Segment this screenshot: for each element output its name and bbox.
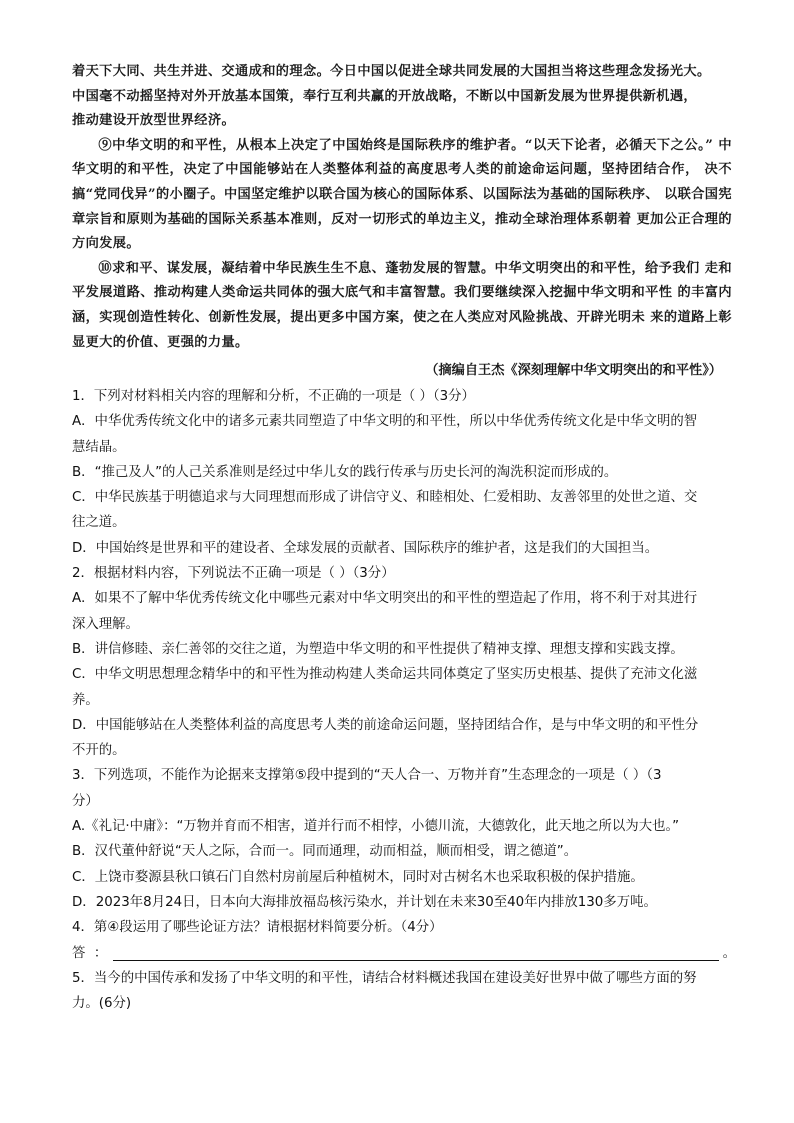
question-2-option-a: [72, 586, 736, 637]
stem-text: 分）: [72, 793, 99, 809]
question-3-option-b: B．汉代董仲舒说“天人之际，合而一。同而通理，动而相益，顺而相受，谓之德道”。: [72, 844, 578, 860]
passage-source: （摘编自王杰《深刻理解中华文明突出的和平性》）: [425, 363, 722, 378]
question-2-option-d: [72, 713, 736, 764]
question-4-answer-line[interactable]: [72, 941, 736, 966]
question-3-option-d: D．2023年8月24日，日本向大海排放福岛核污染水，并计划在未来30至40年内排放130多万吨。: [72, 894, 657, 910]
option-text: D．中国能够站在人类整体利益的高度思考人类的前途命运问题，坚持团结合作，是与中华文明的和平性分: [72, 717, 699, 733]
answer-blank[interactable]: [113, 943, 718, 961]
question-2-option-b: B．讲信修睦、亲仁善邻的交往之道，为塑造中华文明的和平性提供了精神支撑、理想支撑和实践支撑。: [72, 641, 684, 657]
answer-label: 答 ：: [72, 945, 108, 961]
passage-paragraph-9: [72, 134, 732, 257]
option-text: 深入理解。: [72, 616, 139, 632]
text-line: 推动建设开放型世界经济。: [72, 113, 236, 129]
text-line: ⑩求和平、谋发展，凝结着中华民族生生不息、蓬勃发展的智慧。中华文明突出的和平性，给予我们: [98, 260, 700, 276]
question-list: [72, 384, 736, 1016]
question-2-option-c: [72, 662, 736, 713]
option-text: 往之道。: [72, 515, 126, 531]
question-4-stem: 4．第④段运用了哪些论证方法？请根据材料简要分析。（4分）: [72, 920, 443, 936]
stem-text: 5．当今的中国传承和发扬了中华文明的和平性，请结合材料概述我国在建设美好世界中做了哪些方面的努: [72, 970, 697, 986]
question-3-stem: [72, 763, 736, 814]
text-line: ⑨中华文明的和平性，从根本上决定了中国始终是国际秩序的维护者。“以天下论者，必循天下之公。”: [98, 137, 714, 153]
text-line: 更加公正合理的方向发展。: [72, 211, 732, 252]
reading-passage: [72, 60, 732, 355]
text-line: 以联合国宪章宗旨和原则为基础的国际关系基本准则，反对一切形式的单边主义，推动全球治理体系朝着: [72, 186, 732, 227]
text-line: 来的道路上彰显更大的价值、更强的力量。: [72, 309, 733, 350]
answer-end-mark: 。: [722, 945, 736, 961]
question-2-stem: 2．根据材料内容，下列说法不正确一项是（ ）（3分）: [72, 566, 395, 582]
question-1-option-b: B．“推己及人”的人己关系准则是经过中华儿女的践行传承与历史长河的淘洗积淀而形成的。: [72, 464, 618, 480]
text-line: 决不搞“党同伐异”的小圈子。中国坚定维护以联合国为核心的国际体系、以国际法为基础的国际秩序、: [72, 162, 732, 202]
stem-text: 3．下列选项，不能作为论据来支撑第⑤段中提到的“天人合一、万物并育”生态理念的一项是（ ）（3: [72, 768, 662, 784]
text-line: 中华文明的和平性，决定了中国能够站在人类整体利益的高度思考人类的前途命运问题，坚持团结合作，: [72, 137, 732, 178]
question-5-stem: [72, 966, 736, 1017]
option-text: A．如果不了解中华优秀传统文化中哪些元素对中华文明突出的和平性的塑造起了作用，将不利于对其进行: [72, 591, 698, 607]
passage-paragraph-10: [72, 257, 732, 355]
option-text: 不开的。: [72, 743, 126, 759]
option-text: 慧结晶。: [72, 439, 126, 455]
option-text: C．中华文明思想理念精华中的和平性为推动构建人类命运共同体奠定了坚实历史根基、提供了充沛文化滋: [72, 667, 698, 683]
option-text: 养。: [72, 692, 99, 708]
option-text: C．中华民族基于明德追求与大同理想而形成了讲信守义、和睦相处、仁爱相助、友善邻里的处世之道、交: [72, 490, 698, 506]
question-3-option-c: C．上饶市婺源县秋口镇石门自然村房前屋后种植树木，同时对古树名木也采取积极的保护措施。: [72, 869, 644, 885]
text-line: 走和平发展道路、推动构建人类命运共同体的强大底气和丰富智慧。我们要继续深入挖掘中华文明和平性: [72, 260, 732, 301]
passage-paragraph-8-end: [72, 60, 732, 134]
question-1-option-c: [72, 485, 736, 536]
text-line: 着天下大同、共生并进、交通成和的理念。今日中国以促进全球共同发展的大国担当将这些理念发扬光大。: [72, 64, 711, 79]
stem-text: 力。(6分): [72, 996, 132, 1012]
text-line: 的丰富内涵，实现创造性转化、创新性发展，提出更多中国方案，使之在人类应对风险挑战、开辟光明未: [72, 285, 732, 325]
option-text: A．中华优秀传统文化中的诸多元素共同塑造了中华文明的和平性，所以中华优秀传统文化是中华文明的智: [72, 414, 698, 430]
question-3-option-a: A.《礼记·中庸》：“万物并育而不相害，道并行而不相悖，小德川流，大德敦化，此天地之所以为大也。”: [72, 819, 680, 835]
question-1-option-a: [72, 409, 736, 460]
text-line: 中国毫不动摇坚持对外开放基本国策，奉行互利共赢的开放战略，不断以中国新发展为世界提供新机遇，: [72, 88, 698, 104]
question-1-stem: 1．下列对材料相关内容的理解和分析，不正确的一项是（ ）（3分）: [72, 389, 475, 404]
question-1-option-d: D．中国始终是世界和平的建设者、全球发展的贡献者、国际秩序的维护者，这是我们的大国担当。: [72, 540, 659, 556]
